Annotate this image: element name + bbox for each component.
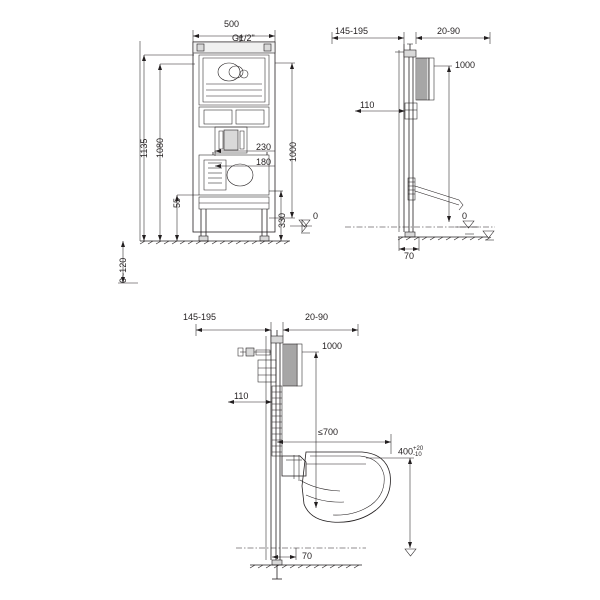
dim-label-side-20-90: 20-90 (437, 26, 461, 36)
dim-label-wc-20-90: 20-90 (305, 312, 329, 322)
dim-label-wc-1000: 1000 (322, 341, 343, 351)
dim-label-thread-g12: G1/2" (232, 33, 255, 43)
dim-label-foot-adjust: 0~120 (118, 257, 128, 283)
dim-label-depth-180: 180 (256, 157, 272, 167)
dim-label-side-145-195: 145-195 (335, 26, 369, 36)
dim-label-height-55: 55 (172, 197, 182, 208)
dim-label-height-1135: 1135 (139, 138, 149, 158)
side-view-bottom-group (196, 322, 416, 579)
level-label-zero-side: 0 (462, 211, 468, 221)
dim-label-side-70: 70 (404, 251, 415, 261)
dim-label-wc-145-195: 145-195 (183, 312, 217, 322)
dim-label-wc-height (398, 446, 423, 458)
dim-label-wc-70: 70 (302, 551, 313, 561)
dim-label-height-1080: 1080 (155, 137, 165, 158)
wc-height-tolerance (413, 446, 423, 458)
wc-tol-minus: -10 (413, 452, 422, 458)
dim-label-depth-230: 230 (256, 142, 272, 152)
dim-label-wc-110: 110 (234, 391, 249, 401)
dim-label-side-1000: 1000 (455, 60, 476, 70)
dim-label-width-500: 500 (224, 19, 240, 29)
dim-label-side-110: 110 (360, 100, 375, 110)
dim-label-front-330: 330 (277, 212, 287, 228)
wc-tol-plus: +20 (413, 446, 424, 452)
dim-label-front-1000: 1000 (288, 141, 298, 162)
dim-label-wc-projection: ≤700 (318, 427, 338, 437)
level-label-zero-front: 0 (313, 211, 319, 221)
wc-height-value: 400 (398, 446, 414, 457)
